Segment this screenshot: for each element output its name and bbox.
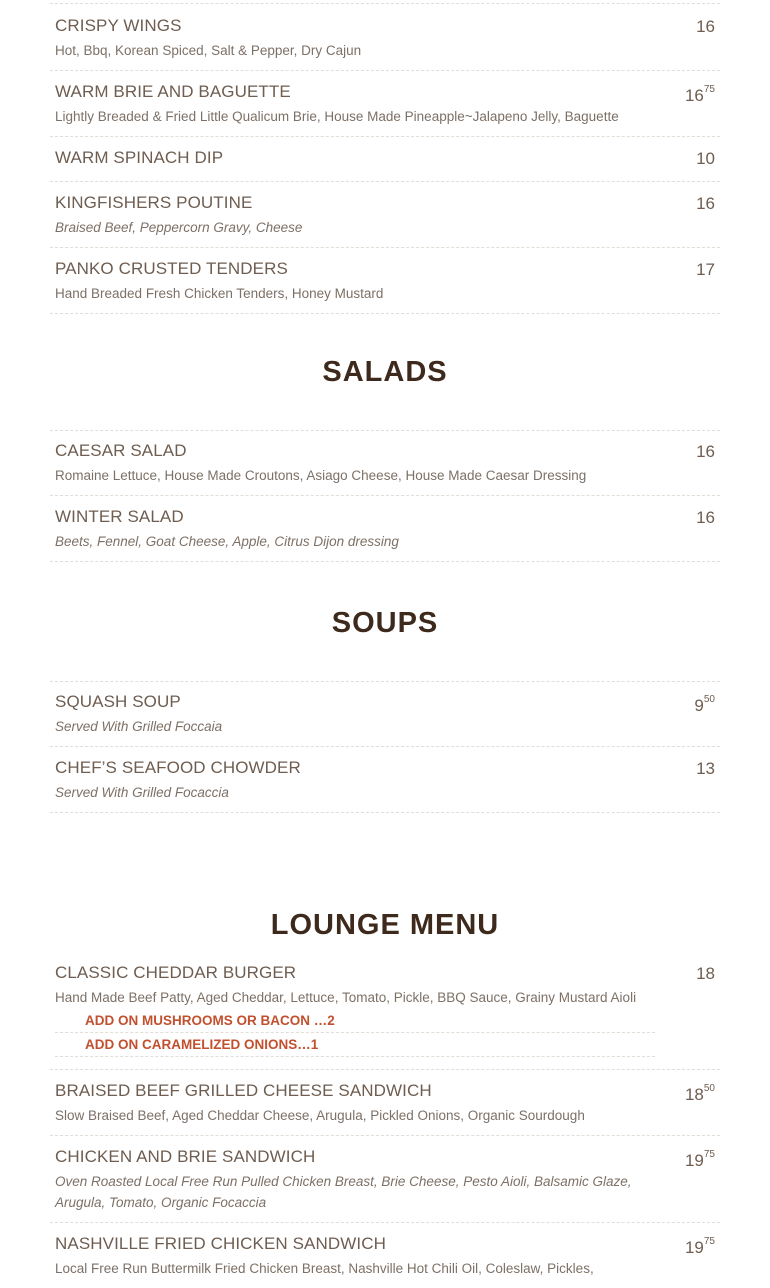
section-heading-lounge-menu: LOUNGE MENU xyxy=(270,909,500,941)
item-name: CLASSIC CHEDDAR BURGER xyxy=(55,963,297,982)
item-price: 16 xyxy=(696,17,715,36)
item-description: Lightly Breaded & Fried Little Qualicum Brie, House Made Pineapple~Jalapeno Jelly, Baguette xyxy=(55,109,619,124)
menu-item xyxy=(50,441,720,496)
item-name: CHICKEN AND BRIE SANDWICH xyxy=(55,1147,316,1166)
menu-item xyxy=(50,1147,720,1223)
section-heading-soups: SOUPS xyxy=(331,607,439,639)
menu-item xyxy=(50,193,720,248)
section-heading-salads: SALADS xyxy=(322,356,448,388)
addon-option: ADD ON CARAMELIZED ONIONS…1 xyxy=(55,1035,655,1057)
menu-item xyxy=(50,758,720,813)
item-description: Served With Grilled Foccaia xyxy=(55,719,223,734)
item-price: 18 xyxy=(696,964,715,983)
item-price: $16^{75}$ xyxy=(684,84,715,105)
menu-item xyxy=(50,963,720,1070)
menu-item xyxy=(50,1081,720,1136)
item-description: Oven Roasted Local Free Run Pulled Chicken Breast, Brie Cheese, Pesto Aioli, Balsamic Glaze, Arugula, Tomato, Organic Focaccia xyxy=(55,1174,632,1210)
item-name: SQUASH SOUP xyxy=(55,692,181,711)
item-name: PANKO CRUSTED TENDERS xyxy=(55,259,288,278)
menu-item xyxy=(50,148,720,182)
menu-item xyxy=(50,507,720,562)
item-name: CRISPY WINGS xyxy=(55,16,182,35)
item-description: Hot, Bbq, Korean Spiced, Salt & Pepper, Dry Cajun xyxy=(55,43,362,58)
item-name: WINTER SALAD xyxy=(55,507,184,526)
menu-item xyxy=(50,82,720,137)
item-description: Braised Beef, Peppercorn Gravy, Cheese xyxy=(55,220,303,235)
item-name: BRAISED BEEF GRILLED CHEESE SANDWICH xyxy=(55,1081,432,1100)
item-description: Hand Breaded Fresh Chicken Tenders, Honey Mustard xyxy=(55,286,384,301)
item-name: NASHVILLE FRIED CHICKEN SANDWICH xyxy=(55,1234,386,1253)
salad-list xyxy=(50,441,720,562)
item-name: CHEF’S SEAFOOD CHOWDER xyxy=(55,758,301,777)
menu-item xyxy=(50,16,720,71)
item-price: 16 xyxy=(696,194,715,213)
item-name: WARM SPINACH DIP xyxy=(55,148,224,167)
item-description: Hand Made Beef Patty, Aged Cheddar, Lettuce, Tomato, Pickle, BBQ Sauce, Grainy Mustard Aioli xyxy=(55,990,637,1005)
lounge-list xyxy=(50,963,720,1288)
item-description: Slow Braised Beef, Aged Cheddar Cheese, Arugula, Pickled Onions, Organic Sourdough xyxy=(55,1108,585,1123)
addon-option: ADD ON MUSHROOMS OR BACON …2 xyxy=(55,1011,655,1033)
menu-item xyxy=(50,1234,720,1288)
item-name: KINGFISHERS POUTINE xyxy=(55,193,253,212)
item-description: Local Free Run Buttermilk Fried Chicken Breast, Nashville Hot Chili Oil, Coleslaw, Pickles, xyxy=(55,1261,594,1276)
appetizer-list xyxy=(50,16,720,314)
divider xyxy=(50,3,720,4)
menu-item xyxy=(50,692,720,747)
soup-list xyxy=(50,692,720,813)
item-price: 16 xyxy=(696,508,715,527)
item-name: CAESAR SALAD xyxy=(55,441,187,460)
item-price: 16 xyxy=(696,442,715,461)
item-price: $9^{50}$ xyxy=(694,694,715,715)
menu-item xyxy=(50,259,720,314)
item-description: Beets, Fennel, Goat Cheese, Apple, Citrus Dijon dressing xyxy=(55,534,399,549)
item-price: $19^{75}$ xyxy=(684,1236,715,1257)
item-price: 17 xyxy=(696,260,715,279)
divider xyxy=(50,430,720,431)
item-price: $19^{75}$ xyxy=(684,1149,715,1170)
divider xyxy=(50,681,720,682)
item-price: 10 xyxy=(696,149,715,168)
item-description: Served With Grilled Focaccia xyxy=(55,785,229,800)
item-price: $18^{50}$ xyxy=(684,1083,715,1104)
item-name: WARM BRIE AND BAGUETTE xyxy=(55,82,291,101)
item-description: Romaine Lettuce, House Made Croutons, Asiago Cheese, House Made Caesar Dressing xyxy=(55,468,587,483)
item-price: 13 xyxy=(696,759,715,778)
